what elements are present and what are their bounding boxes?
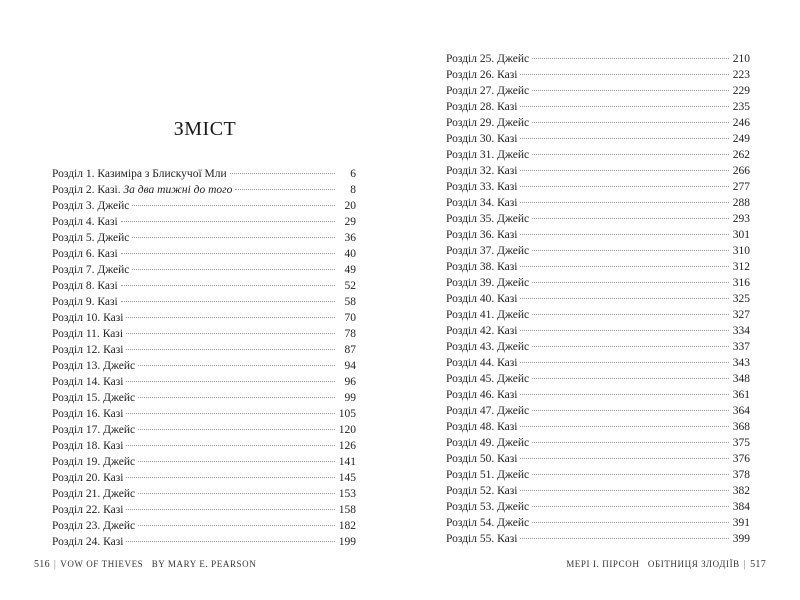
- toc-entry-page-number: 96: [344, 376, 356, 388]
- toc-entry-label: Розділ 17.: [52, 424, 101, 436]
- toc-entry-page-number: 382: [732, 485, 750, 497]
- dot-leader: [126, 332, 335, 334]
- toc-entry-label: Розділ 15.: [52, 392, 101, 404]
- dot-leader: [520, 265, 729, 267]
- toc-entry: [52, 214, 356, 230]
- toc-entry: [52, 390, 356, 406]
- toc-entry-label: Розділ 31.: [446, 149, 495, 161]
- toc-entry-page-number: 334: [732, 325, 750, 337]
- dot-leader: [520, 105, 729, 107]
- toc-entry-title: Казі: [103, 536, 124, 548]
- toc-list-left: [52, 166, 356, 550]
- toc-entry-page-number: 105: [338, 408, 356, 420]
- dot-leader: [532, 473, 729, 475]
- toc-entry-label: Розділ 41.: [446, 309, 495, 321]
- toc-entry: [52, 230, 356, 246]
- toc-entry-page-number: 364: [732, 405, 750, 417]
- toc-entry: [52, 246, 356, 262]
- dot-leader: [520, 393, 729, 395]
- toc-entry: [52, 518, 356, 534]
- right-footer: [566, 559, 766, 570]
- toc-entry-title: Казі: [497, 181, 518, 193]
- toc-entry-label: Розділ 51.: [446, 469, 495, 481]
- toc-entry-page-number: 262: [732, 149, 750, 161]
- toc-entry: [446, 323, 750, 339]
- toc-entry-page-number: 141: [338, 456, 356, 468]
- toc-entry: [446, 451, 750, 467]
- dot-leader: [532, 89, 729, 91]
- toc-entry: [446, 467, 750, 483]
- left-footer-author: BY MARY E. PEARSON: [151, 559, 257, 569]
- toc-entry-page-number: 348: [732, 373, 750, 385]
- toc-entry: [52, 198, 356, 214]
- dot-leader: [126, 476, 335, 478]
- toc-entry-label: Розділ 13.: [52, 360, 101, 372]
- toc-entry-label: Розділ 2.: [52, 184, 95, 196]
- toc-entry-title: Казі: [497, 533, 518, 545]
- toc-entry-title: Казі: [497, 325, 518, 337]
- toc-entry: [446, 499, 750, 515]
- toc-entry-label: Розділ 8.: [52, 280, 95, 292]
- toc-entry-title: Казі: [102, 328, 124, 340]
- right-page-number: 517: [750, 559, 766, 570]
- dot-leader: [532, 409, 729, 411]
- toc-entry-page-number: 182: [338, 520, 356, 532]
- toc-entry-label: Розділ 39.: [446, 277, 495, 289]
- toc-entry-label: Розділ 46.: [446, 389, 495, 401]
- toc-entry-title: Джейс: [103, 488, 136, 500]
- right-page: [400, 0, 800, 600]
- left-page-number: 516: [34, 559, 50, 570]
- toc-entry-label: Розділ 33.: [446, 181, 495, 193]
- toc-entry: [52, 486, 356, 502]
- toc-entry-title: Казі: [103, 440, 124, 452]
- toc-entry: [446, 83, 750, 99]
- dot-leader: [132, 268, 335, 270]
- toc-entry: [446, 355, 750, 371]
- dot-leader: [138, 428, 335, 430]
- toc-entry-title: Казі: [97, 216, 118, 228]
- footer-separator: |: [53, 559, 57, 570]
- toc-entry-title: Джейс: [497, 117, 530, 129]
- dot-leader: [138, 364, 335, 366]
- toc-entry-title: Казі: [497, 293, 518, 305]
- toc-entry-page-number: 87: [344, 344, 356, 356]
- toc-entry-page-number: 310: [732, 245, 750, 257]
- toc-entry: [446, 67, 750, 83]
- dot-leader: [532, 57, 729, 59]
- dot-leader: [121, 284, 335, 286]
- toc-entry-page-number: 301: [732, 229, 750, 241]
- dot-leader: [126, 540, 335, 542]
- toc-entry-page-number: 126: [338, 440, 356, 452]
- toc-entry-label: Розділ 37.: [446, 245, 495, 257]
- toc-entry: [446, 371, 750, 387]
- toc-entry-label: Розділ 7.: [52, 264, 95, 276]
- toc-entry-page-number: 99: [344, 392, 356, 404]
- toc-entry-label: Розділ 24.: [52, 536, 101, 548]
- toc-entry-label: Розділ 48.: [446, 421, 495, 433]
- toc-entry-title: Казі: [497, 101, 518, 113]
- dot-leader: [126, 380, 335, 382]
- toc-entry-label: Розділ 49.: [446, 437, 495, 449]
- toc-entry: [446, 403, 750, 419]
- toc-entry: [446, 515, 750, 531]
- toc-entry-label: Розділ 22.: [52, 504, 101, 516]
- toc-entry-title: Джейс: [497, 85, 530, 97]
- toc-entry-page-number: 376: [732, 453, 750, 465]
- toc-entry-label: Розділ 21.: [52, 488, 101, 500]
- toc-entry: [52, 342, 356, 358]
- dot-leader: [520, 425, 729, 427]
- toc-entry: [446, 483, 750, 499]
- dot-leader: [126, 412, 335, 414]
- toc-entry-label: Розділ 35.: [446, 213, 495, 225]
- toc-entry-title: Джейс: [497, 245, 530, 257]
- dot-leader: [532, 153, 729, 155]
- dot-leader: [230, 172, 335, 174]
- toc-entry: [446, 179, 750, 195]
- toc-entry-label: Розділ 4.: [52, 216, 95, 228]
- toc-entry-title: Джейс: [97, 264, 130, 276]
- toc-entry: [446, 419, 750, 435]
- toc-entry-title: Казі: [103, 312, 124, 324]
- toc-entry: [446, 531, 750, 547]
- dot-leader: [132, 204, 335, 206]
- toc-entry: [52, 166, 356, 182]
- dot-leader: [138, 460, 335, 462]
- dot-leader: [532, 121, 729, 123]
- toc-entry-page-number: 40: [344, 248, 356, 260]
- toc-entry-page-number: 70: [344, 312, 356, 324]
- toc-entry: [446, 387, 750, 403]
- dot-leader: [126, 444, 335, 446]
- toc-entry-page-number: 288: [732, 197, 750, 209]
- toc-entry-title: Джейс: [497, 501, 530, 513]
- toc-entry-page-number: 312: [732, 261, 750, 273]
- toc-entry-title: Джейс: [497, 213, 530, 225]
- dot-leader: [138, 396, 335, 398]
- toc-entry: [52, 438, 356, 454]
- toc-entry-page-number: 327: [732, 309, 750, 321]
- toc-entry-title: Джейс: [97, 200, 130, 212]
- toc-entry-page-number: 384: [732, 501, 750, 513]
- dot-leader: [532, 249, 729, 251]
- toc-entry-page-number: 210: [732, 53, 750, 65]
- toc-entry: [52, 454, 356, 470]
- dot-leader: [520, 169, 729, 171]
- toc-entry-label: Розділ 44.: [446, 357, 495, 369]
- toc-entry: [446, 195, 750, 211]
- toc-entry: [52, 182, 356, 198]
- dot-leader: [121, 300, 335, 302]
- toc-entry-page-number: 36: [344, 232, 356, 244]
- toc-entry-label: Розділ 53.: [446, 501, 495, 513]
- toc-entry: [52, 358, 356, 374]
- toc-entry-page-number: 229: [732, 85, 750, 97]
- dot-leader: [520, 457, 729, 459]
- toc-entry-title-prefix: Казі.: [97, 184, 121, 196]
- toc-entry-title: Казі: [497, 197, 518, 209]
- toc-entry: [446, 339, 750, 355]
- toc-entry-page-number: 249: [732, 133, 750, 145]
- toc-entry-label: Розділ 38.: [446, 261, 495, 273]
- toc-entry-title: Казі: [103, 504, 124, 516]
- dot-leader: [532, 377, 729, 379]
- toc-entry-page-number: 20: [344, 200, 356, 212]
- toc-entry: [52, 502, 356, 518]
- toc-entry: [446, 147, 750, 163]
- toc-entry-title: Джейс: [103, 456, 136, 468]
- toc-entry-title: Джейс: [103, 520, 136, 532]
- toc-entry-page-number: 58: [344, 296, 356, 308]
- dot-leader: [520, 361, 729, 363]
- toc-entry-page-number: 399: [732, 533, 750, 545]
- toc-entry-title: Казиміра з Блискучої Мли: [97, 168, 227, 180]
- dot-leader: [126, 348, 335, 350]
- toc-entry-label: Розділ 23.: [52, 520, 101, 532]
- dot-leader: [532, 345, 729, 347]
- toc-entry-title: Казі: [497, 69, 518, 81]
- toc-entry-title: Джейс: [497, 405, 530, 417]
- toc-entry: [446, 115, 750, 131]
- toc-entry-label: Розділ 47.: [446, 405, 495, 417]
- toc-entry-page-number: 361: [732, 389, 750, 401]
- toc-list-right: [446, 51, 750, 547]
- toc-entry-label: Розділ 54.: [446, 517, 495, 529]
- toc-entry-title: Джейс: [497, 517, 530, 529]
- dot-leader: [235, 188, 335, 190]
- toc-entry-page-number: 6: [350, 168, 356, 180]
- toc-entry-label: Розділ 52.: [446, 485, 495, 497]
- toc-entry-title: Джейс: [103, 392, 136, 404]
- toc-entry-label: Розділ 50.: [446, 453, 495, 465]
- dot-leader: [520, 137, 729, 139]
- toc-entry: [446, 163, 750, 179]
- toc-entry-page-number: 52: [344, 280, 356, 292]
- toc-entry-label: Розділ 55.: [446, 533, 495, 545]
- toc-entry-page-number: 391: [732, 517, 750, 529]
- dot-leader: [532, 521, 729, 523]
- toc-entry-title: Казі: [497, 229, 518, 241]
- toc-entry-page-number: 49: [344, 264, 356, 276]
- toc-entry-title: Казі: [497, 133, 518, 145]
- toc-entry-label: Розділ 20.: [52, 472, 101, 484]
- left-footer: [34, 559, 256, 570]
- toc-entry-title: Джейс: [497, 341, 530, 353]
- toc-entry: [446, 51, 750, 67]
- toc-entry-title: Казі: [497, 453, 518, 465]
- toc-entry-title: Казі: [103, 344, 124, 356]
- toc-entry-label: Розділ 34.: [446, 197, 495, 209]
- dot-leader: [520, 73, 729, 75]
- toc-entry: [52, 294, 356, 310]
- toc-entry-label: Розділ 5.: [52, 232, 95, 244]
- toc-entry: [52, 326, 356, 342]
- toc-entry: [446, 243, 750, 259]
- toc-entry-label: Розділ 9.: [52, 296, 95, 308]
- toc-entry-label: Розділ 28.: [446, 101, 495, 113]
- toc-entry-title: Джейс: [497, 437, 530, 449]
- toc-entry: [52, 374, 356, 390]
- toc-entry: [52, 406, 356, 422]
- toc-entry-page-number: 293: [732, 213, 750, 225]
- dot-leader: [121, 220, 335, 222]
- toc-entry: [446, 99, 750, 115]
- dot-leader: [520, 185, 729, 187]
- toc-entry-label: Розділ 18.: [52, 440, 101, 452]
- toc-entry-label: Розділ 25.: [446, 53, 495, 65]
- left-footer-book-title: VOW OF THIEVES: [60, 559, 144, 569]
- toc-entry-page-number: 277: [732, 181, 750, 193]
- dot-leader: [138, 492, 335, 494]
- right-footer-book-title: ОБІТНИЦЯ ЗЛОДІЇВ: [647, 559, 740, 569]
- toc-entry-page-number: 199: [338, 536, 356, 548]
- toc-entry-label: Розділ 43.: [446, 341, 495, 353]
- toc-entry-label: Розділ 3.: [52, 200, 95, 212]
- toc-entry-page-number: 368: [732, 421, 750, 433]
- toc-entry: [446, 227, 750, 243]
- toc-entry-page-number: 29: [344, 216, 356, 228]
- toc-entry: [446, 131, 750, 147]
- footer-separator: |: [743, 559, 747, 570]
- toc-entry: [52, 470, 356, 486]
- dot-leader: [126, 508, 335, 510]
- toc-entry-title: Джейс: [497, 309, 530, 321]
- dot-leader: [121, 252, 335, 254]
- dot-leader: [520, 537, 729, 539]
- toc-entry-label: Розділ 36.: [446, 229, 495, 241]
- toc-entry-label: Розділ 11.: [52, 328, 100, 340]
- toc-entry: [446, 307, 750, 323]
- toc-entry-page-number: 235: [732, 101, 750, 113]
- toc-entry: [446, 435, 750, 451]
- toc-entry-label: Розділ 45.: [446, 373, 495, 385]
- toc-entry-page-number: 375: [732, 437, 750, 449]
- toc-entry-title: Джейс: [497, 53, 530, 65]
- toc-entry: [446, 291, 750, 307]
- dot-leader: [138, 524, 335, 526]
- toc-entry: [52, 278, 356, 294]
- dot-leader: [520, 297, 729, 299]
- toc-entry-label: Розділ 12.: [52, 344, 101, 356]
- toc-entry-page-number: 158: [338, 504, 356, 516]
- toc-entry-label: Розділ 40.: [446, 293, 495, 305]
- toc-entry-title: Казі: [497, 261, 518, 273]
- toc-entry-label: Розділ 16.: [52, 408, 101, 420]
- toc-entry-page-number: 78: [344, 328, 356, 340]
- toc-entry: [52, 534, 356, 550]
- toc-entry-title: Казі: [103, 408, 124, 420]
- toc-title: ЗМІСТ: [173, 118, 237, 140]
- toc-entry-title: Казі: [497, 485, 518, 497]
- toc-entry-label: Розділ 6.: [52, 248, 95, 260]
- toc-entry-label: Розділ 29.: [446, 117, 495, 129]
- toc-entry-title: Казі: [97, 248, 118, 260]
- dot-leader: [520, 329, 729, 331]
- toc-entry: [52, 262, 356, 278]
- toc-entry-title: Казі: [97, 280, 118, 292]
- dot-leader: [532, 281, 729, 283]
- toc-entry-title: Джейс: [97, 232, 130, 244]
- toc-entry-label: Розділ 42.: [446, 325, 495, 337]
- toc-entry-page-number: 337: [732, 341, 750, 353]
- toc-entry-title: Казі: [497, 165, 518, 177]
- toc-entry: [446, 259, 750, 275]
- toc-entry-page-number: 8: [350, 184, 356, 196]
- toc-entry-title: За два тижні до того: [123, 184, 233, 196]
- toc-entry-label: Розділ 26.: [446, 69, 495, 81]
- toc-entry-label: Розділ 32.: [446, 165, 495, 177]
- toc-entry-title: Джейс: [103, 360, 136, 372]
- toc-entry-page-number: 343: [732, 357, 750, 369]
- dot-leader: [126, 316, 335, 318]
- toc-entry-title: Казі: [497, 389, 518, 401]
- toc-entry-page-number: 266: [732, 165, 750, 177]
- right-footer-author: МЕРІ І. ПІРСОН: [566, 559, 640, 569]
- toc-entry-label: Розділ 14.: [52, 376, 101, 388]
- toc-entry: [446, 275, 750, 291]
- toc-entry-label: Розділ 10.: [52, 312, 101, 324]
- toc-entry: [52, 422, 356, 438]
- toc-entry-page-number: 223: [732, 69, 750, 81]
- toc-entry-title: Джейс: [497, 373, 530, 385]
- toc-entry-page-number: 246: [732, 117, 750, 129]
- toc-entry-title: Джейс: [497, 469, 530, 481]
- toc-entry-label: Розділ 1.: [52, 168, 95, 180]
- toc-entry-title: Казі: [103, 376, 124, 388]
- toc-entry-title: Джейс: [103, 424, 136, 436]
- dot-leader: [520, 489, 729, 491]
- toc-entry-page-number: 153: [338, 488, 356, 500]
- toc-entry-label: Розділ 19.: [52, 456, 101, 468]
- toc-entry: [52, 310, 356, 326]
- toc-entry-page-number: 316: [732, 277, 750, 289]
- dot-leader: [132, 236, 335, 238]
- toc-entry-page-number: 120: [338, 424, 356, 436]
- dot-leader: [532, 313, 729, 315]
- toc-entry-page-number: 325: [732, 293, 750, 305]
- toc-entry-page-number: 94: [344, 360, 356, 372]
- toc-entry-title: Казі: [97, 296, 118, 308]
- toc-entry-page-number: 145: [338, 472, 356, 484]
- dot-leader: [520, 233, 729, 235]
- toc-entry-title: Джейс: [497, 149, 530, 161]
- dot-leader: [532, 217, 729, 219]
- toc-entry-page-number: 378: [732, 469, 750, 481]
- dot-leader: [520, 201, 729, 203]
- toc-entry-title: Казі: [497, 421, 518, 433]
- dot-leader: [532, 441, 729, 443]
- toc-entry-title: Джейс: [497, 277, 530, 289]
- dot-leader: [532, 505, 729, 507]
- toc-entry-label: Розділ 30.: [446, 133, 495, 145]
- toc-entry-title: Казі: [103, 472, 124, 484]
- toc-entry-title: Казі: [497, 357, 518, 369]
- toc-entry: [446, 211, 750, 227]
- toc-entry-label: Розділ 27.: [446, 85, 495, 97]
